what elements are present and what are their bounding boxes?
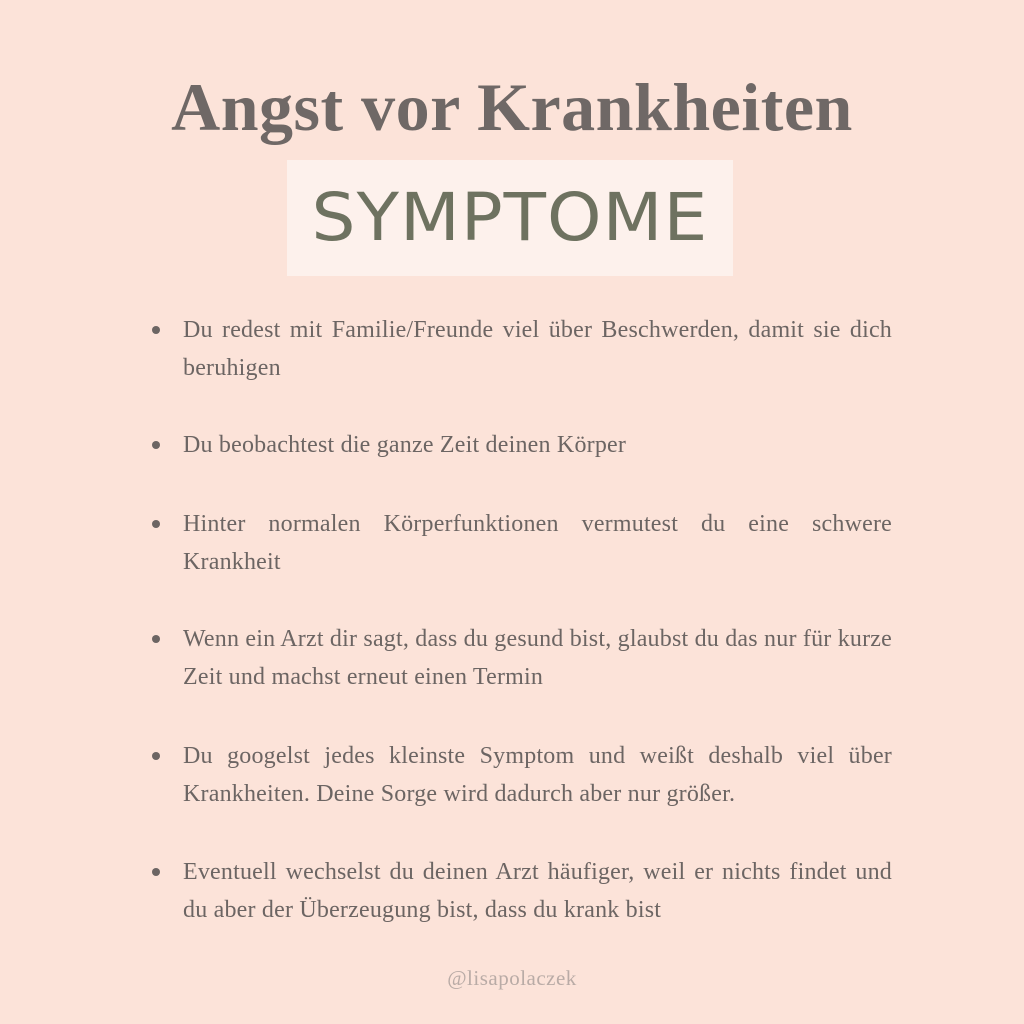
list-item-text: Eventuell wechselst du deinen Arzt häufiger, weil er nichts findet und du aber der Überzeugung bist, dass du krank bist xyxy=(183,859,892,923)
list-item-text: Du redest mit Familie/Freunde viel über Beschwerden, damit sie dich beruhigen xyxy=(183,317,892,381)
list-item-text: Du beobachtest die ganze Zeit deinen Körper xyxy=(183,432,627,458)
bullet-icon xyxy=(152,520,160,528)
list-item xyxy=(152,505,892,581)
page-title: Angst vor Krankheiten xyxy=(171,69,853,145)
author-handle: @lisapolaczek xyxy=(447,966,577,990)
bullet-icon xyxy=(152,441,160,449)
bullet-icon xyxy=(152,635,160,643)
list-item-text: Hinter normalen Körperfunktionen vermutest du eine schwere Krankheit xyxy=(183,511,892,575)
list-item xyxy=(152,620,892,696)
list-item-text: Du googelst jedes kleinste Symptom und weißt deshalb viel über Krankheiten. Deine Sorge wird dadurch aber nur größer. xyxy=(183,743,892,807)
list-item xyxy=(152,853,892,929)
bullet-icon xyxy=(152,752,160,760)
bullet-icon xyxy=(152,868,160,876)
list-item-text: Wenn ein Arzt dir sagt, dass du gesund bist, glaubst du das nur für kurze Zeit und machst erneut einen Termin xyxy=(183,626,892,690)
list-item xyxy=(152,426,892,464)
list-item xyxy=(152,737,892,813)
subtitle: SYMPTOME xyxy=(311,179,709,256)
bullet-icon xyxy=(152,326,160,334)
list-item xyxy=(152,311,892,387)
